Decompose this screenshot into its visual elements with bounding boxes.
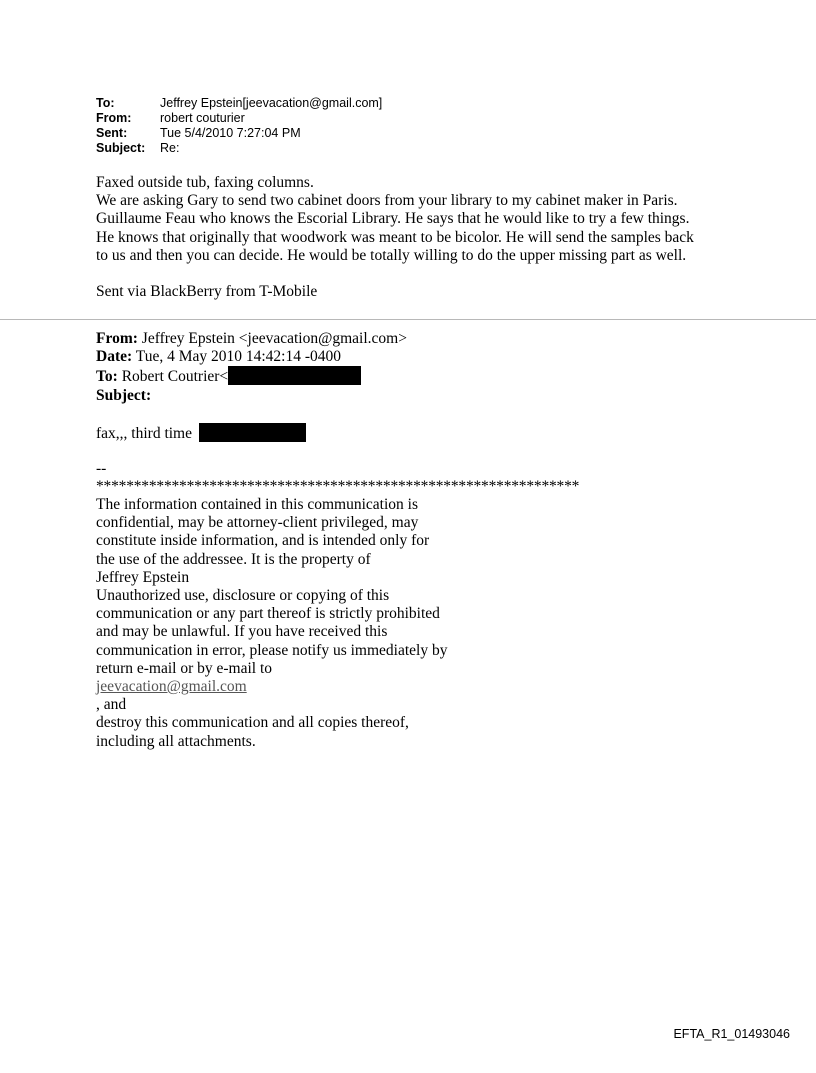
body-line: We are asking Gary to send two cabinet doors from your library to my cabinet maker in Paris. (96, 192, 678, 210)
disclaimer-line: communication in error, please notify us immediately by (96, 641, 448, 659)
header-from-row (96, 111, 382, 126)
from-value: robert couturier (160, 111, 245, 125)
quoted-from-label: From: (96, 330, 138, 347)
quoted-subject-label: Subject: (96, 386, 152, 404)
disclaimer-line: the use of the addressee. It is the property of (96, 550, 371, 568)
quoted-message-text: fax,,, third time (96, 425, 192, 442)
quoted-date-row (96, 348, 407, 366)
sent-label: Sent: (96, 126, 128, 140)
to-value: Jeffrey Epstein[jeevacation@gmail.com] (160, 96, 383, 110)
email-link[interactable]: jeevacation@gmail.com (96, 678, 247, 696)
quoted-message (96, 423, 306, 443)
quoted-to-value: Robert Coutrier< (121, 368, 229, 386)
quoted-from-row (96, 330, 407, 348)
return-text-end: , and (96, 696, 127, 714)
header-subject-row (96, 141, 382, 156)
signature: Sent via BlackBerry from T-Mobile (96, 283, 318, 300)
quoted-to-label: To: (96, 368, 118, 386)
disclaimer-line: Unauthorized use, disclosure or copying of this (96, 587, 390, 605)
from-label: From: (96, 111, 132, 125)
message-body (96, 174, 736, 265)
email-header (96, 96, 382, 156)
disclaimer-line: constitute inside information, and is intended only for (96, 532, 430, 550)
quoted-from-value: Jeffrey Epstein <jeevacation@gmail.com> (141, 330, 407, 347)
document-id: EFTA_R1_01493046 (673, 1027, 790, 1041)
disclaimer-line: including all attachments. (96, 732, 256, 750)
quoted-header (96, 330, 407, 405)
disclaimer-return-line (96, 660, 516, 715)
header-to-row (96, 96, 382, 111)
disclaimer-line: destroy this communication and all copies thereof, (96, 714, 409, 732)
header-sent-row (96, 126, 382, 141)
quoted-date-label: Date: (96, 348, 133, 366)
disclaimer-line: confidential, may be attorney-client privileged, may (96, 514, 419, 532)
quoted-subject-row (96, 387, 407, 405)
redaction-box (199, 423, 306, 442)
body-line: Guillaume Feau who knows the Escorial Library. He says that he would like to try a few things. (96, 210, 690, 228)
disclaimer-line: and may be unlawful. If you have received this (96, 623, 388, 641)
body-line: Faxed outside tub, faxing columns. (96, 174, 314, 191)
redaction-box (228, 366, 361, 385)
quoted-date-value: Tue, 4 May 2010 14:42:14 -0400 (135, 348, 342, 366)
return-text: return e-mail or by e-mail to (96, 659, 273, 677)
disclaimer-line: The information contained in this communication is (96, 496, 418, 513)
asterisk-separator: **************************************************************** (96, 478, 580, 495)
subject-label: Subject: (96, 141, 146, 155)
disclaimer-line: communication or any part thereof is strictly prohibited (96, 605, 440, 623)
disclaimer-line: Jeffrey Epstein (96, 568, 190, 586)
to-label: To: (96, 96, 115, 110)
body-line: He knows that originally that woodwork was meant to be bicolor. He will send the samples back (96, 228, 694, 246)
quoted-to-row (96, 366, 407, 386)
sent-value: Tue 5/4/2010 7:27:04 PM (160, 126, 301, 140)
disclaimer (96, 496, 516, 751)
signature-dashes: -- (96, 460, 107, 477)
body-line: to us and then you can decide. He would be totally willing to do the upper missing part as well. (96, 246, 687, 264)
subject-value: Re: (160, 141, 180, 155)
divider (0, 319, 816, 320)
